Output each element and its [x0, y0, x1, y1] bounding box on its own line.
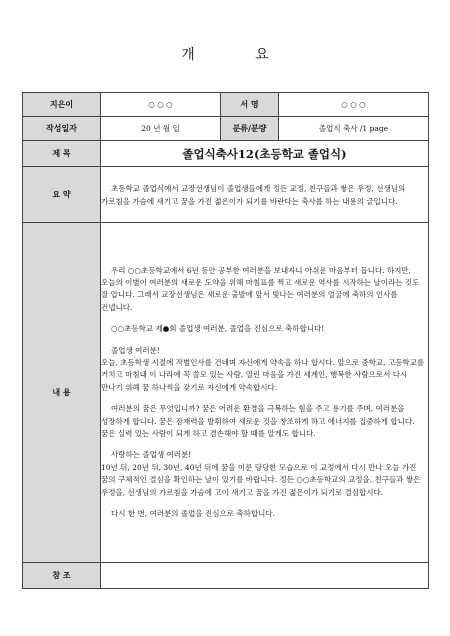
reference-label: 참 조	[23, 563, 101, 589]
author-value: ○ ○ ○	[101, 93, 221, 117]
content-paragraph: ○○초등학교 제●회 졸업생 여러분, 졸업을 진심으로 축하합니다!	[111, 324, 325, 334]
name-value: ○ ○ ○	[279, 93, 429, 117]
category-label: 분류/분량	[221, 117, 279, 141]
row-reference	[23, 563, 429, 589]
content-paragraph: 다시 한 번, 여러분의 졸업을 진심으로 축하합니다.	[111, 509, 275, 519]
subject-label: 제 목	[23, 141, 101, 167]
summary-form-table	[22, 92, 429, 589]
author-label: 지은이	[23, 93, 101, 117]
row-subject	[23, 141, 429, 167]
name-label: 서 명	[221, 93, 279, 117]
summary-text	[101, 167, 429, 223]
row-author	[23, 93, 429, 117]
subject-value: 졸업식축사12(초등학교 졸업식)	[101, 141, 429, 167]
category-value: 졸업식 축사 /1 page	[279, 117, 429, 141]
page-title: 개 요	[181, 47, 297, 63]
summary-paragraph: 초등학교 졸업식에서 교장선생님이 졸업생들에게 정든 교정, 친구들과 쌓은 우정, 선생님의 가르침을 가슴에 새기고 꿈을 가진 젊은이가 되기를 바란다는 축사를 하는 내용의 글입니다.	[101, 183, 406, 206]
content-paragraph: 여러분의 꿈은 무엇입니까? 꿈은 어려운 환경을 극복하는 힘을 주고 용기를 주며, 여러분을 성장하게 합니다. 꿈은 잠재력을 발휘하여 새로운 것을 창조하게 하고 에너지를 집중하게 합니다. 꿈은 실력 있는 사람이 되게 하고 겸손해야 할 때를 알게도 합니다.	[101, 404, 415, 439]
content-paragraph: 사랑하는 졸업생 여러분! 10년 뒤, 20년 뒤, 30년, 40년 뒤에 꿈을 이룬 당당한 모습으로 이 교정에서 다시 만나 오늘 가진 꿈의 구체적인 결심을 확인하는 날이 있기를 바랍니다. 정든 ○○초등학교의 교정을, 친구들과 쌓은 우정을, 선생님의 가르침을 가슴에 고이 새기고 꿈을 가진 젊은이가 되기로 결심합시다.	[101, 450, 421, 497]
content-body	[101, 223, 429, 563]
content-paragraph: 졸업생 여러분! 오늘, 초등학생 시절에 작별인사를 건네며 자신에게 약속을 하나 합시다. 앞으로 중학교, 고등학교를 거치고 마침내 이 나라에 꼭 쓸모 있는 사람, 열린 마음을 가진 세계인, 행복한 사람으로서 다시 만나기 위해 꿈 하나씩을 갖기로 자신에게 약속합시다.	[101, 345, 425, 392]
row-date	[23, 117, 429, 141]
content-label: 내 용	[23, 223, 101, 563]
summary-label: 요 약	[23, 167, 101, 223]
reference-value	[101, 563, 429, 589]
row-content	[23, 223, 429, 563]
content-paragraph: 우리 ○○초등학교에서 6년 동안 공부한 여러분을 보내자니 아쉬운 마음부터 듭니다. 하지만, 오늘의 이별이 여러분의 새로운 도약을 위해 마침표를 찍고 새로운 역사를 시작하는 날이라는 것도 잘 압니다. 그래서 교장선생님은 새로운 출발에 앞서 빛나는 여러분의 얼굴에 축하의 인사를 건넵니다.	[101, 265, 420, 312]
date-label: 작성일자	[23, 117, 101, 141]
date-value: 20 년 월 일	[101, 117, 221, 141]
row-summary	[23, 167, 429, 223]
